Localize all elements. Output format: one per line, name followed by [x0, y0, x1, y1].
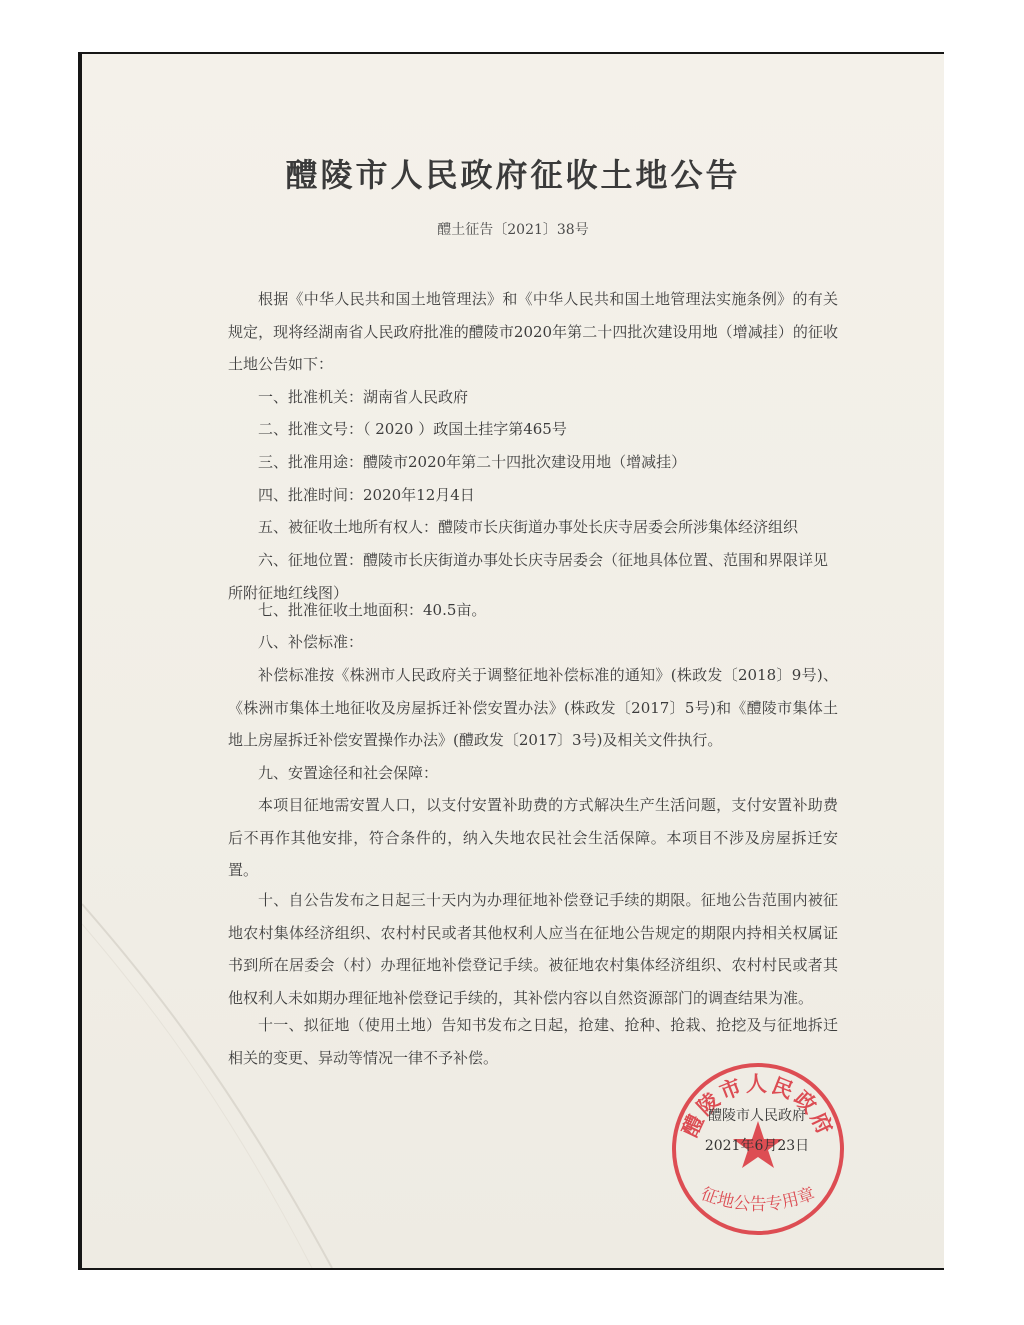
item-land-location: 六、征地位置：醴陵市长庆街道办事处长庆寺居委会（征地具体位置、范围和界限详见所附征地红线图）: [228, 551, 829, 602]
resettlement-paragraph: 本项目征地需安置人口，以支付安置补助费的方式解决生产生活问题，支付安置补助费后不再作其他安排，符合条件的，纳入失地农民社会生活保障。本项目不涉及房屋拆迁安置。: [228, 796, 838, 880]
svg-text:醴陵市人民政府: 醴陵市人民政府: [676, 1071, 840, 1141]
item-approval-date: 四、批准时间：2020年12月4日: [258, 486, 475, 504]
item-resettlement-heading: 九、安置途径和社会保障：: [258, 764, 439, 782]
compensation-paragraph: 补偿标准按《株洲市人民政府关于调整征地补偿标准的通知》(株政发〔2018〕9号)、《株洲市集体土地征收及房屋拆迁补偿安置办法》(株政发〔2017〕5号)和《醴陵市集体土地上房屋拆迁补偿安置操作办法》(醴政发〔2017〕3号)及相关文件执行。: [228, 666, 838, 750]
page-title: 醴陵市人民政府征收土地公告: [285, 156, 741, 194]
item-approval-number: 二、批准文号：（ 2020 ）政国土挂字第465号: [258, 420, 567, 438]
no-compensation-paragraph: 十一、拟征地（使用土地）告知书发布之日起，抢建、抢种、抢栽、抢挖及与征地拆迁相关的变更、异动等情况一律不予补偿。: [228, 1016, 838, 1067]
issuer-signature: 醴陵市人民政府: [708, 1108, 806, 1124]
document-number: 醴土征告〔2021〕38号: [437, 222, 589, 238]
item-compensation-heading: 八、补偿标准：: [258, 633, 364, 651]
registration-paragraph: 十、自公告发布之日起三十天内为办理征地补偿登记手续的期限。征地公告范围内被征地农村集体经济组织、农村村民或者其他权利人应当在征地公告规定的期限内持相关权属证书到所在居委会（村）办理征地补偿登记手续。被征地农村集体经济组织、农村村民或者其他权利人未如期办理征地补偿登记手续的，其补偿内容以自然资源部门的调查结果为准。: [228, 891, 838, 1008]
svg-text:征地公告专用章: 征地公告专用章: [698, 1184, 818, 1215]
item-approval-purpose: 三、批准用途：醴陵市2020年第二十四批次建设用地（增减挂）: [258, 453, 687, 471]
item-land-owner: 五、被征收土地所有权人：醴陵市长庆街道办事处长庆寺居委会所涉集体经济组织: [258, 518, 799, 536]
intro-paragraph: 根据《中华人民共和国土地管理法》和《中华人民共和国土地管理法实施条例》的有关规定，现将经湖南省人民政府批准的醴陵市2020年第二十四批次建设用地（增减挂）的征收土地公告如下：: [228, 290, 838, 374]
item-approval-authority: 一、批准机关：湖南省人民政府: [258, 388, 469, 406]
document-page: [82, 54, 944, 1268]
item-land-area: 七、批准征收土地面积：40.5亩。: [258, 601, 487, 619]
issue-date: 2021年6月23日: [704, 1138, 810, 1154]
